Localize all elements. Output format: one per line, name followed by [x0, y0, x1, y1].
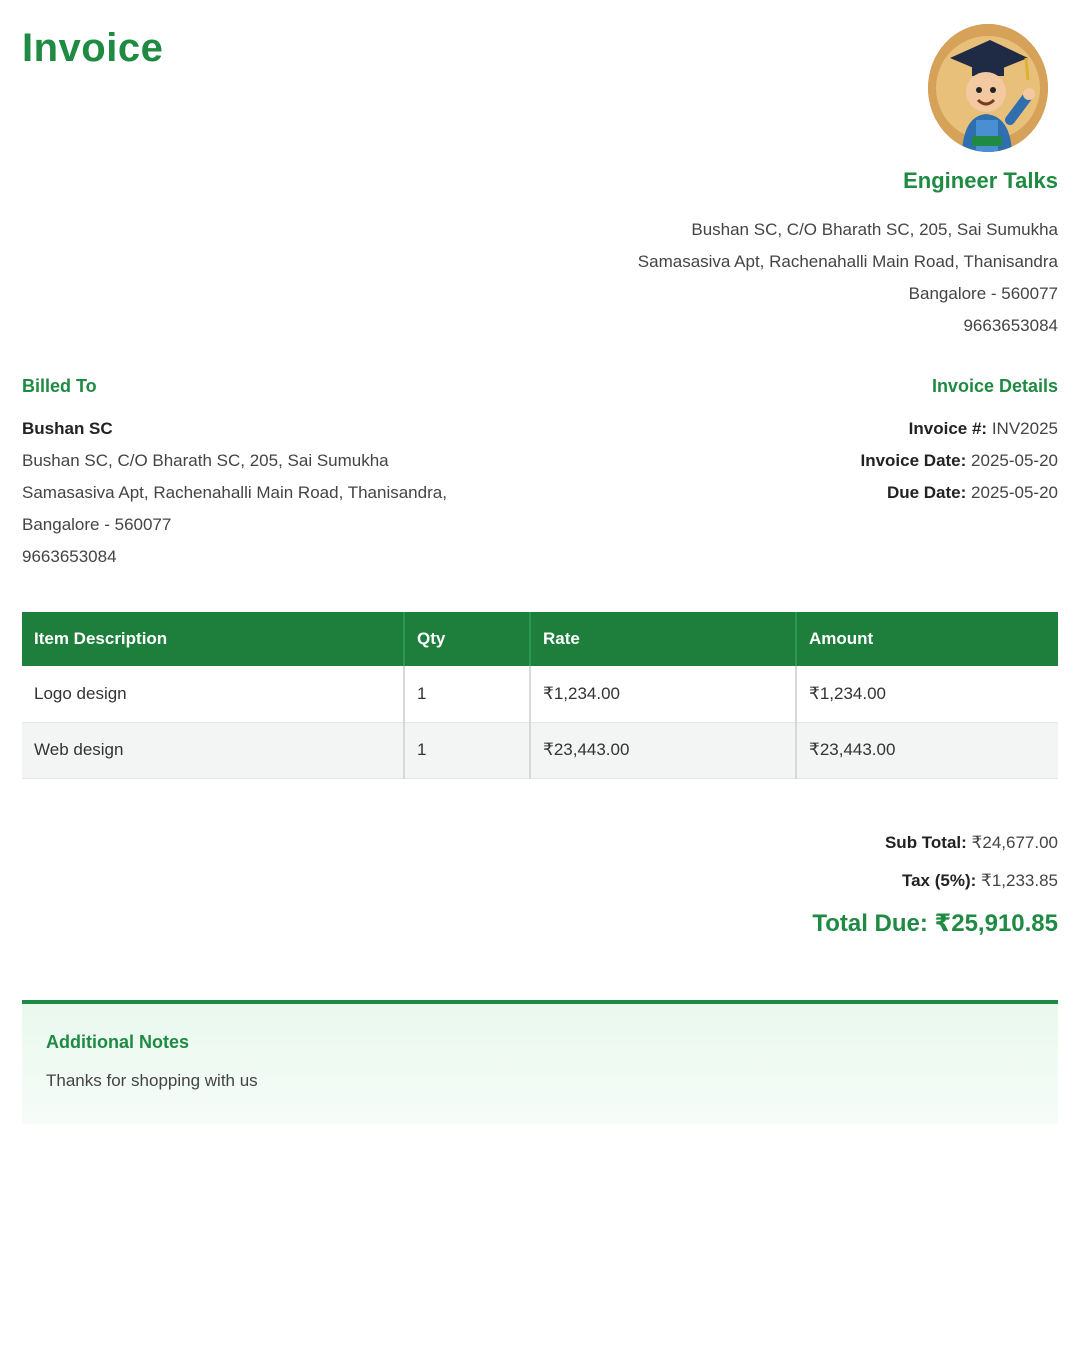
company-address-line: Bushan SC, C/O Bharath SC, 205, Sai Sumukha: [691, 220, 1058, 239]
billed-to-address-line: Bushan SC, C/O Bharath SC, 205, Sai Sumukha: [22, 451, 389, 470]
invoice-title: Invoice: [22, 26, 164, 70]
tax-label: Tax (5%):: [901, 871, 977, 890]
invoice-date-value: 2025-05-20: [971, 451, 1058, 470]
billed-to-name: Bushan SC: [22, 419, 113, 438]
cell-amount: ₹1,234.00: [796, 666, 1058, 722]
items-table: [22, 612, 1058, 779]
invoice-number-row: [860, 413, 1058, 445]
invoice-date-label: Invoice Date:: [860, 451, 967, 470]
cell-qty: 1: [404, 666, 530, 722]
table-row: [22, 666, 1058, 722]
billed-to-block: [22, 376, 582, 573]
total-due-value: ₹25,910.85: [934, 910, 1058, 937]
company-address-line: Bangalore - 560077: [908, 284, 1058, 303]
cell-qty: 1: [404, 722, 530, 778]
due-date-value: 2025-05-20: [971, 483, 1058, 502]
invoice-details-label: Invoice Details: [931, 376, 1058, 396]
company-name: Engineer Talks: [903, 168, 1058, 193]
notes-text: Thanks for shopping with us: [46, 1071, 258, 1090]
header-rate: Rate: [530, 612, 796, 666]
totals-block: [812, 824, 1058, 948]
header-qty: Qty: [404, 612, 530, 666]
header-item-description: Item Description: [22, 612, 404, 666]
billed-to-address-line: Samasasiva Apt, Rachenahalli Main Road, Thanisandra,: [22, 483, 447, 502]
company-phone: 9663653084: [963, 316, 1058, 335]
cell-rate: ₹1,234.00: [530, 666, 796, 722]
invoice-number-label: Invoice #:: [908, 419, 988, 438]
billed-to-address-line: Bangalore - 560077: [22, 515, 172, 534]
total-due-label: Total Due:: [812, 910, 928, 937]
tax-row: [812, 862, 1058, 900]
invoice-date-row: [860, 445, 1058, 477]
company-address-line: Samasasiva Apt, Rachenahalli Main Road, Thanisandra: [637, 252, 1058, 271]
billed-to-phone: 9663653084: [22, 547, 117, 566]
billed-to-label: Billed To: [22, 376, 97, 396]
graduate-mascot-icon: [928, 24, 1048, 152]
table-header-row: [22, 612, 1058, 666]
total-due-row: [812, 900, 1058, 948]
additional-notes: [22, 1000, 1058, 1124]
cell-amount: ₹23,443.00: [796, 722, 1058, 778]
invoice-details-block: [860, 376, 1058, 509]
company-logo: [928, 24, 1048, 152]
table-row: [22, 722, 1058, 778]
company-block: [638, 168, 1058, 342]
header-amount: Amount: [796, 612, 1058, 666]
cell-rate: ₹23,443.00: [530, 722, 796, 778]
due-date-label: Due Date:: [886, 483, 967, 502]
due-date-row: [860, 477, 1058, 509]
cell-description: Logo design: [22, 666, 404, 722]
subtotal-label: Sub Total:: [884, 833, 967, 852]
subtotal-value: ₹24,677.00: [971, 833, 1058, 852]
cell-description: Web design: [22, 722, 404, 778]
tax-value: ₹1,233.85: [981, 871, 1058, 890]
notes-title: Additional Notes: [46, 1032, 189, 1052]
invoice-number-value: INV2025: [991, 419, 1058, 438]
subtotal-row: [812, 824, 1058, 862]
